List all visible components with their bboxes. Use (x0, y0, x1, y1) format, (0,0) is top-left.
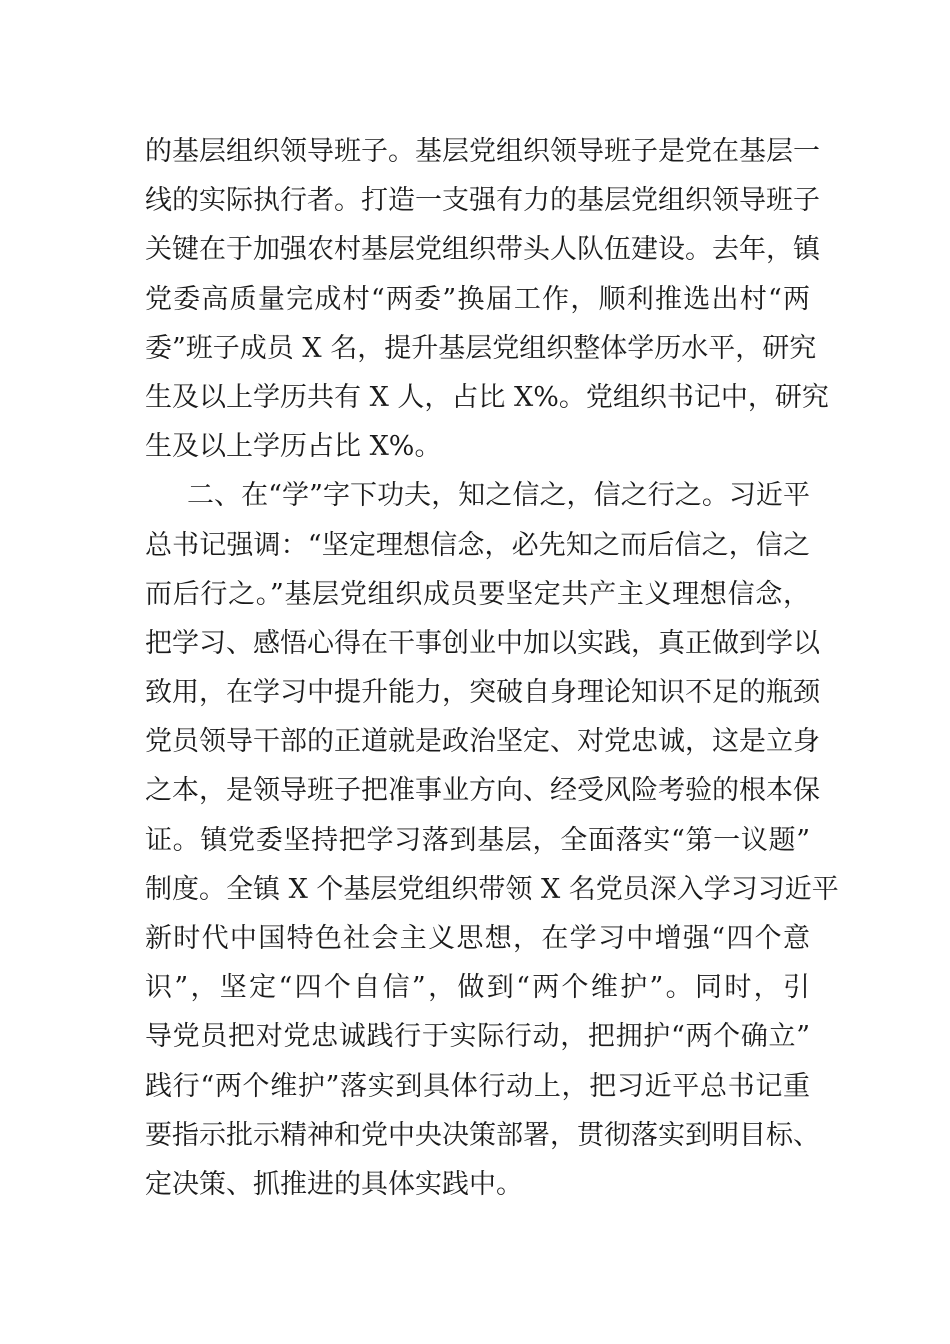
text-line: 生及以上学历占比 X%。 (145, 431, 442, 463)
paragraph-2 (145, 471, 839, 1209)
text-line: 制度。全镇 X 个基层党组织带领 X 名党员深入学习习近平 (145, 873, 839, 905)
text-line: 二、在“学”字下功夫，知之信之，信之行之。习近平 (187, 480, 810, 512)
text-line: 新时代中国特色社会主义思想，在学习中增强“四个意 (145, 923, 810, 954)
text-line: 生及以上学历共有 X 人，占比 X%。党组织书记中，研究 (145, 381, 829, 413)
text-line: 之本，是领导班子把准事业方向、经受风险考验的根本保 (145, 775, 820, 807)
text-line: 践行“两个维护”落实到具体行动上，把习近平总书记重 (145, 1070, 810, 1102)
text-line: 要指示批示精神和党中央决策部署，贯彻落实到明目标、 (145, 1119, 820, 1151)
text-line: 而后行之。”基层党组织成员要坚定共产主义理想信念， (145, 578, 810, 610)
document-body (145, 127, 839, 1209)
text-line: 党委高质量完成村“两委”换届工作，顺利推选出村“两 (145, 283, 810, 315)
text-line: 总书记强调：“坚定理想信念，必先知之而后信之，信之 (145, 529, 810, 561)
text-line: 致用，在学习中提升能力，突破自身理论知识不足的瓶颈 (145, 677, 820, 709)
text-line: 导党员把对党忠诚践行于实际行动，把拥护“两个确立” (145, 1021, 810, 1053)
text-line: 证。镇党委坚持把学习落到基层，全面落实“第一议题” (145, 824, 810, 856)
text-line: 识”，坚定“四个自信”，做到“两个维护”。同时，引 (145, 972, 810, 1004)
text-line: 党员领导干部的正道就是政治坚定、对党忠诚，这是立身 (145, 726, 820, 758)
text-line: 的基层组织领导班子。基层党组织领导班子是党在基层一 (145, 136, 820, 167)
text-line: 把学习、感悟心得在干事创业中加以实践，真正做到学以 (145, 627, 820, 659)
text-line: 定决策、抓推进的具体实践中。 (145, 1168, 523, 1200)
text-line: 委”班子成员 X 名，提升基层党组织整体学历水平，研究 (145, 332, 817, 364)
text-line: 关键在于加强农村基层党组织带头人队伍建设。去年，镇 (145, 234, 820, 266)
paragraph-1 (145, 127, 829, 471)
text-line: 线的实际执行者。打造一支强有力的基层党组织领导班子 (145, 185, 820, 217)
